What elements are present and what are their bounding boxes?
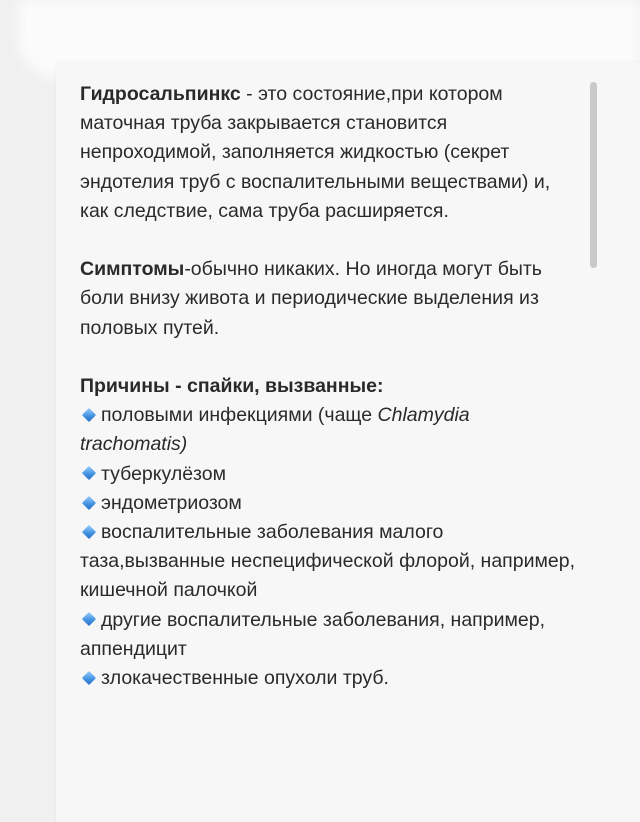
list-item: туберкулёзом [80, 460, 580, 489]
scrollbar-thumb[interactable] [590, 82, 597, 268]
list-item: злокачественные опухоли труб. [80, 664, 580, 693]
blue-diamond-icon [82, 466, 96, 480]
term-symptoms: Симптомы [80, 258, 185, 281]
blue-diamond-icon [82, 612, 96, 626]
blue-diamond-icon [82, 525, 96, 539]
blue-diamond-icon [82, 496, 96, 510]
causes-section [80, 372, 580, 693]
list-item: эндометриозом [80, 489, 580, 518]
blue-diamond-icon [82, 671, 96, 685]
blue-diamond-icon [82, 408, 96, 422]
list-item: другие воспалительные заболевания, например, аппендицит [80, 608, 545, 660]
list-item: половыми инфекциями (чаще Chlamydia trachomatis) [80, 404, 470, 456]
pathogen-name: Chlamydia trachomatis) [80, 404, 470, 456]
definition-paragraph [80, 80, 580, 226]
list-item: воспалительные заболевания малого таза,вызванные неспецифической флорой, например, кишечной палочкой [80, 521, 575, 602]
article-body [80, 80, 580, 693]
definition-text: - это состояние,при котором маточная труба закрывается становится непроходимой, заполняется жидкостью (секрет эндотелия труб с воспалительными веществами) и, как следствие, сама труба расширяется. [80, 83, 551, 222]
symptoms-paragraph [80, 255, 580, 343]
term-hydrosalpinx: Гидросальпинкс [80, 83, 241, 105]
causes-heading: Причины - спайки, вызванные: [80, 375, 384, 397]
symptoms-text: -обычно никаких. Но иногда могут быть боли внизу живота и периодические выделения из половых путей. [80, 258, 542, 339]
